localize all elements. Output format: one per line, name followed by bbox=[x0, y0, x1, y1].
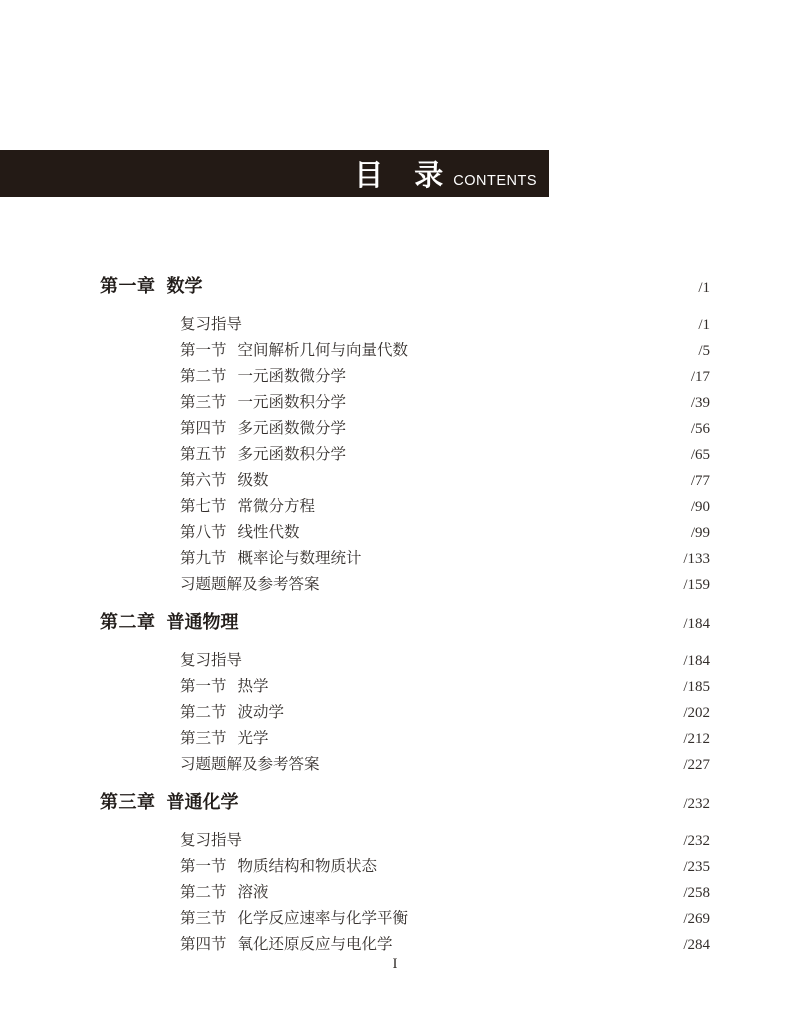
section-page-number: /99 bbox=[690, 525, 710, 541]
section-label: 第六节 bbox=[180, 472, 227, 489]
chapter-title: 普通物理 bbox=[166, 612, 239, 632]
section-page-number: /269 bbox=[683, 911, 710, 927]
section-page-number: /184 bbox=[683, 653, 710, 669]
section-page-number: /202 bbox=[683, 705, 710, 721]
section-label: 第四节 bbox=[180, 420, 227, 437]
toc-chapter-row bbox=[100, 606, 710, 640]
section-title: 物质结构和物质状态 bbox=[237, 858, 378, 875]
section-title: 波动学 bbox=[237, 704, 285, 721]
toc-chapter-row bbox=[100, 270, 710, 304]
toc-list bbox=[100, 270, 710, 958]
section-title: 多元函数积分学 bbox=[237, 446, 347, 463]
section-title: 一元函数微分学 bbox=[237, 368, 347, 385]
contents-title-en: CONTENTS bbox=[453, 173, 537, 189]
section-title: 概率论与数理统计 bbox=[237, 550, 362, 567]
section-title: 常微分方程 bbox=[237, 498, 316, 515]
section-label: 第七节 bbox=[180, 498, 227, 515]
toc-section-row bbox=[100, 546, 710, 572]
toc-chapter-row bbox=[100, 786, 710, 820]
section-title: 复习指导 bbox=[180, 316, 243, 333]
toc-section-row bbox=[100, 390, 710, 416]
section-label: 第三节 bbox=[180, 910, 227, 927]
chapter-page-number: /232 bbox=[683, 796, 710, 812]
toc-section-row bbox=[100, 828, 710, 854]
section-page-number: /235 bbox=[683, 859, 710, 875]
section-label: 第九节 bbox=[180, 550, 227, 567]
section-title: 多元函数微分学 bbox=[237, 420, 347, 437]
section-label: 第一节 bbox=[180, 678, 227, 695]
section-title: 氧化还原反应与电化学 bbox=[237, 936, 393, 953]
section-title: 化学反应速率与化学平衡 bbox=[237, 910, 409, 927]
section-page-number: /56 bbox=[690, 421, 710, 437]
toc-section-row bbox=[100, 494, 710, 520]
section-page-number: /77 bbox=[690, 473, 710, 489]
contents-header-bar bbox=[0, 150, 549, 197]
toc-section-row bbox=[100, 880, 710, 906]
section-page-number: /212 bbox=[683, 731, 710, 747]
contents-title-cn: 目 录 bbox=[354, 160, 445, 192]
section-title: 光学 bbox=[237, 730, 269, 747]
section-label: 第一节 bbox=[180, 342, 227, 359]
section-title: 线性代数 bbox=[237, 524, 300, 541]
section-label: 第三节 bbox=[180, 730, 227, 747]
section-page-number: /258 bbox=[683, 885, 710, 901]
toc-section-row bbox=[100, 520, 710, 546]
chapter-page-number: /1 bbox=[698, 280, 710, 296]
toc-section-row bbox=[100, 416, 710, 442]
section-page-number: /185 bbox=[683, 679, 710, 695]
section-label: 第四节 bbox=[180, 936, 227, 953]
toc-section-row bbox=[100, 312, 710, 338]
section-page-number: /90 bbox=[690, 499, 710, 515]
toc-section-row bbox=[100, 338, 710, 364]
chapter-label: 第一章 bbox=[100, 276, 156, 296]
chapter-title: 普通化学 bbox=[166, 792, 239, 812]
chapter-label: 第二章 bbox=[100, 612, 156, 632]
section-page-number: /284 bbox=[683, 937, 710, 953]
toc-section-row bbox=[100, 648, 710, 674]
section-page-number: /227 bbox=[683, 757, 710, 773]
toc-section-row bbox=[100, 752, 710, 778]
section-label: 第二节 bbox=[180, 704, 227, 721]
section-page-number: /232 bbox=[683, 833, 710, 849]
section-title: 习题题解及参考答案 bbox=[180, 576, 320, 593]
section-title: 复习指导 bbox=[180, 652, 243, 669]
toc-section-row bbox=[100, 906, 710, 932]
contents-header-text bbox=[354, 159, 537, 193]
section-title: 复习指导 bbox=[180, 832, 243, 849]
section-page-number: /1 bbox=[698, 317, 710, 333]
section-page-number: /65 bbox=[690, 447, 710, 463]
section-label: 第八节 bbox=[180, 524, 227, 541]
page-number-footer bbox=[0, 956, 790, 973]
chapter-title: 数学 bbox=[166, 276, 203, 296]
section-title: 热学 bbox=[237, 678, 269, 695]
section-title: 习题题解及参考答案 bbox=[180, 756, 320, 773]
section-page-number: /39 bbox=[690, 395, 710, 411]
section-title: 空间解析几何与向量代数 bbox=[237, 342, 409, 359]
toc-section-row bbox=[100, 726, 710, 752]
chapter-page-number: /184 bbox=[683, 616, 710, 632]
section-title: 溶液 bbox=[237, 884, 269, 901]
section-label: 第五节 bbox=[180, 446, 227, 463]
section-title: 一元函数积分学 bbox=[237, 394, 347, 411]
section-label: 第二节 bbox=[180, 368, 227, 385]
toc-section-row bbox=[100, 700, 710, 726]
section-title: 级数 bbox=[237, 472, 269, 489]
section-label: 第一节 bbox=[180, 858, 227, 875]
chapter-label: 第三章 bbox=[100, 792, 156, 812]
toc-section-row bbox=[100, 468, 710, 494]
section-page-number: /5 bbox=[698, 343, 710, 359]
section-page-number: /133 bbox=[683, 551, 710, 567]
section-page-number: /159 bbox=[683, 577, 710, 593]
toc-section-row bbox=[100, 932, 710, 958]
section-page-number: /17 bbox=[690, 369, 710, 385]
section-label: 第三节 bbox=[180, 394, 227, 411]
toc-section-row bbox=[100, 572, 710, 598]
toc-section-row bbox=[100, 364, 710, 390]
section-label: 第二节 bbox=[180, 884, 227, 901]
toc-section-row bbox=[100, 674, 710, 700]
toc-section-row bbox=[100, 854, 710, 880]
toc-section-row bbox=[100, 442, 710, 468]
page-number: I bbox=[392, 956, 398, 972]
